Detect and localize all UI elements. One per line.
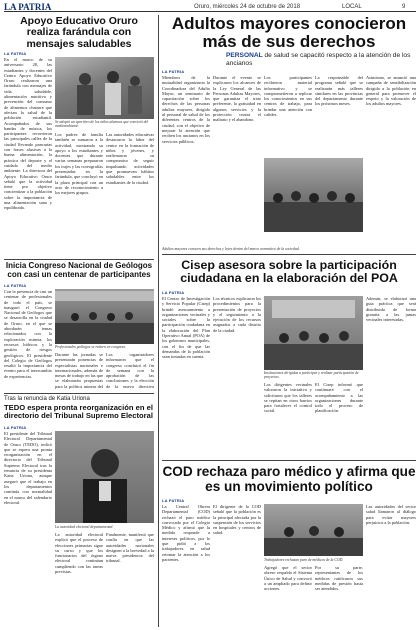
divider-apoyo	[4, 259, 154, 260]
body-cisep-col2: Los técnicos explicaron los procedimientos para la presentación de proyectos y el seguimiento a la ejecución de los recursos asignados a cada distrito de la ciudad.	[213, 296, 261, 333]
body-cisep-col5: Además, se elaborará una guía práctica que será distribuida de forma gratuita a las juntas vecinales interesadas.	[366, 296, 416, 323]
body-cisep-col4: El Cisep informó que continuará con el acompañamiento a las organizaciones durante todo el proceso de planificación.	[315, 382, 363, 414]
photo-cisep	[264, 296, 363, 370]
kicker-cisep: LA PATRIA	[162, 290, 185, 295]
photo-cod-figures	[264, 504, 363, 556]
caption-cod: Trabajadores rechazan paro de médicos de la COD.	[264, 558, 344, 562]
body-cisep-col3: Los dirigentes vecinales valoraron la iniciativa y solicitaron que los talleres se repitan en otros barrios para fortalecer el control social.	[264, 382, 312, 414]
column-divider	[158, 15, 159, 627]
body-adultos-col1: Miembros de la mutualidad organizaron la Coordinadora del Adulto Mayor, un seminario de capacitación sobre los derechos de las personas adultas mayores, dirigido al personal de salud de los diferentes centros de la ciudad, con el objetivo de mejorar la atención que reciben los ancianos en los servicios públicos.	[162, 75, 210, 144]
body-cod-col3: Agregó que el sector obrero respalda el Sistema Único de Salud y convocó a un ampliado para definir acciones.	[264, 565, 312, 592]
divider-cisep	[162, 460, 416, 461]
photo-cisep-figures	[264, 296, 363, 370]
body-cod-col1: La Central Obrera Departamental (COD) rechazó el paro médico convocado por el Colegio Médico y afirmó que la medida responde a intereses políticos, por lo que pidió a los trabajadores en salud retomar la atención a los pacientes.	[162, 504, 210, 562]
body-apoyo-col2: Los padres de familia también se sumaron a la actividad, mostrando su apoyo a los estudiantes y docentes que durante varias semanas prepararon los trajes y las coreografías presentadas en la farándula, que concluyó en la plaza principal con un acto de reconocimiento a los mejores grupos.	[55, 132, 103, 196]
divider-adultos	[162, 254, 416, 255]
divider-geologos	[4, 393, 154, 394]
masthead	[4, 2, 416, 12]
headline-apoyo: Apoyo Educativo Oruro realiza farándula con mensajes saludables	[20, 15, 138, 50]
caption-geologos: Profesionales geólogos se reúnen en congreso.	[55, 345, 127, 349]
photo-adultos	[264, 158, 363, 232]
masthead-section: LOCAL	[342, 4, 362, 10]
body-cisep-col1: El Centro de Investigación y Servicio Popular (Cisep) brindó asesoramiento a organizaciones vecinales y sociales sobre la participación ciudadana en la elaboración del Plan Operativo Anual (POA) de los gobiernos municipales, con el fin de que las demandas de la población sean tomadas en cuenta.	[162, 296, 210, 360]
masthead-logo: LA PATRIA	[4, 2, 52, 12]
lead-label-adultos: PERSONAL	[226, 52, 263, 59]
caption-tedo: La autoridad electoral departamental.	[55, 525, 114, 529]
caption-apoyo: Se adoptó un aperitivo de los niños alumnos que convivió del medioambiente.	[55, 120, 149, 129]
body-tedo-col2: La autoridad electoral explicó que el proceso de elecciones primarias sigue su curso y que los funcionarios del órgano electoral continúan cumpliendo con las tareas previstas.	[55, 532, 103, 575]
body-tedo-col1: El presidente del Tribunal Electoral Departamental de Oruro (TEDO), indicó que se espera una pronta reorganización en el directorio del Tribunal Supremo Electoral tras la renuncia de su presidenta Katia Uriona, aunque aseguró que el trabajo en los departamentos continúa con normalidad en el marco del calendario electoral.	[4, 431, 52, 505]
body-apoyo-col3: Las autoridades educativas destacaron la labor del centro en la formación de niños y jóvenes, y reafirmaron su compromiso de seguir impulsando actividades que promuevan hábitos saludables entre los estudiantes de la ciudad.	[106, 132, 154, 185]
photo-tedo	[55, 431, 154, 523]
body-cod-col4: Por su parte, representantes de los médicos ratificaron sus medidas de presión hasta ser atendidos.	[315, 565, 363, 592]
photo-tedo-portrait	[55, 431, 154, 523]
headline-cod: COD rechaza paro médico y afirma que es un movimiento político	[162, 464, 416, 494]
photo-cod	[264, 504, 363, 556]
body-tedo-col3: Finalmente, manifestó que confía en que las autoridades nacionales designen a la brevedad a la nueva presidencia del tribunal.	[106, 532, 154, 564]
body-adultos-col3: Los participantes recibieron material informativo y se comprometieron a replicar los conocimientos en sus centros de trabajo, para brindar una atención con calidez.	[264, 75, 312, 118]
photo-apoyo	[55, 57, 154, 119]
body-apoyo-col1: En el marco de su aniversario 28, las estudiantes y docentes del Centro Apoyo Educativo Oruro realizaron una farándula con mensajes de vida saludable, alimentación nutritiva y prevención del consumo de alimentos chatarra que afectan la salud de la población estudiantil. Acompañados de sus bandas de música, los participantes recorrieron las principales calles de la ciudad llevando pancartas con frases alusivas a la buena alimentación, la práctica del deporte y el cuidado del medio ambiente. La directora del Apoyo Educativo Oruro señaló que la actividad tiene por objetivo concientizar a la población sobre la importancia de una alimentación sana y equilibrada.	[4, 57, 52, 211]
photo-apoyo-figures	[55, 57, 154, 119]
headline-adultos: Adultos mayores conocieron más de sus derechos	[171, 14, 407, 51]
body-geologos-col1: Con la presencia de casi un centenar de profesionales de todo el país, se inauguró el Congreso Nacional de Geólogos que se desarrolla en la ciudad de Oruro, en el que se abordarán temas relacionados con la exploración minera, los recursos hídricos y la gestión de riesgos geológicos. El presidente del Colegio de Geólogos resaltó la importancia del evento para el intercambio de experiencias.	[4, 289, 52, 379]
kicker-apoyo: LA PATRIA	[4, 51, 27, 56]
photo-geologos-figures	[55, 289, 154, 344]
headline-tedo: TEDO espera pronta reorganización en el directorio del Tribunal Supremo Electoral	[4, 403, 153, 421]
section-tag-tedo: Tras la renuncia de Katia Uriona	[4, 396, 90, 402]
photo-adultos-figures	[264, 158, 363, 232]
newspaper-page	[4, 2, 416, 628]
caption-cisep: Instituciones dirigidas a participar y realizar participación de proyectos.	[264, 371, 359, 380]
body-geologos-col2: Durante las jornadas se presentarán ponencias de especialistas nacionales e internacionales, además de mesas de trabajo en las que se elaborarán propuestas para la política minera del	[55, 352, 103, 389]
body-adultos-col4: La responsable del programa señaló que se realizarán más talleres similares en las provincias del departamento durante los próximos meses.	[315, 75, 363, 107]
headline-cisep: Cisep asesora sobre la participación ciudadana en la elaboración del POA	[180, 258, 398, 286]
body-adultos-col5: Asimismo, se anunció una campaña de sensibilización dirigida a la población en general para promover el respeto y la valoración de los adultos mayores.	[366, 75, 416, 107]
page-number: 9	[402, 4, 406, 10]
body-adultos-col2: Durante el evento se explicaron los alcances de la Ley General de las Personas Adultas Mayores, que garantiza el trato preferente, la gratuidad en algunos servicios y la protección contra el maltrato y el abandono.	[213, 75, 261, 123]
kicker-cod: LA PATRIA	[162, 498, 185, 503]
headline-geologos: Inicia Congreso Nacional de Geólogos con casi un centenar de participantes	[5, 261, 153, 279]
lead-text-adultos: de salud se capacitó respecto a la atención de los ancianos	[226, 52, 411, 67]
photo-geologos	[55, 289, 154, 344]
body-cod-col5: Las autoridades del sector salud llamaron al diálogo para evitar mayores perjuicios a la población.	[366, 504, 416, 525]
kicker-geologos: LA PATRIA	[4, 283, 27, 288]
kicker-tedo: LA PATRIA	[4, 425, 27, 430]
masthead-date: Oruro, miércoles 24 de octubre de 2018	[194, 4, 301, 10]
body-geologos-col3: Los organizadores informaron que el congreso concluirá el fin de semana con la aprobación de las conclusiones y la elección de la nueva directiva	[106, 352, 154, 389]
caption-adultos: Adultos mayores conocen sus derechos y leyes dentro del marco normativo de la sociedad.	[162, 247, 300, 251]
body-cod-col2: El dirigente de la COD señaló que la población es la principal afectada por la suspensión de los servicios en hospitales y centros de salud.	[213, 504, 261, 536]
kicker-adultos: LA PATRIA	[162, 69, 185, 74]
lead-adultos	[226, 52, 416, 67]
